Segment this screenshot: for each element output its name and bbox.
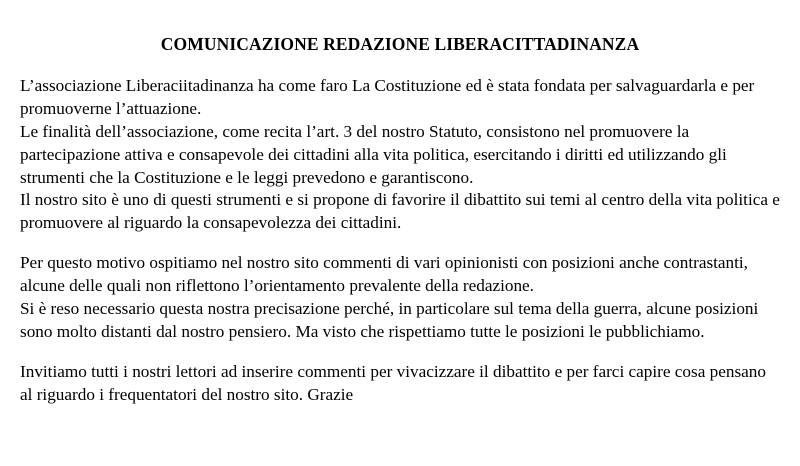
paragraph-4: Per questo motivo ospitiamo nel nostro sito commenti di vari opinionisti con posizioni anche contrastanti, alcune delle quali non riflettono l’orientamento prevalente della redazione. (20, 253, 748, 295)
paragraph-spacer-2 (20, 344, 780, 361)
paragraph-6: Invitiamo tutti i nostri lettori ad inserire commenti per vivacizzare il dibattito e per farci capire cosa pensano al riguardo i frequentatori del nostro sito. Grazie (20, 361, 766, 404)
paragraph-3: Il nostro sito è uno di questi strumenti e si propone di favorire il dibattito sui temi al centro della vita politica e promuovere al riguardo la consapevolezza dei cittadini. (20, 190, 780, 233)
paragraph-spacer-1 (20, 235, 780, 252)
paragraph-5: Si è reso necessario questa nostra precisazione perché, in particolare sul tema della guerra, alcune posizioni sono molto distanti dal nostro pensiero. Ma visto che rispettiamo tutte le posizioni le pubblichiamo. (20, 298, 759, 341)
document-body (20, 75, 780, 406)
paragraph-1: L’associazione Liberaciitadinanza ha come faro La Costituzione ed è stata fondata per salvaguardarla e per promuoverne l’attuazione. (20, 76, 755, 118)
page-title: COMUNICAZIONE REDAZIONE LIBERACITTADINANZA (160, 34, 640, 54)
paragraph-2: Le finalità dell’associazione, come recita l’art. 3 del nostro Statuto, consistono nel promuovere la partecipazione attiva e consapevole dei cittadini alla vita politica, esercitando i diritti ed utilizzando gli strumenti che la Costituzione e le leggi prevedono e garantiscono. (20, 121, 727, 187)
